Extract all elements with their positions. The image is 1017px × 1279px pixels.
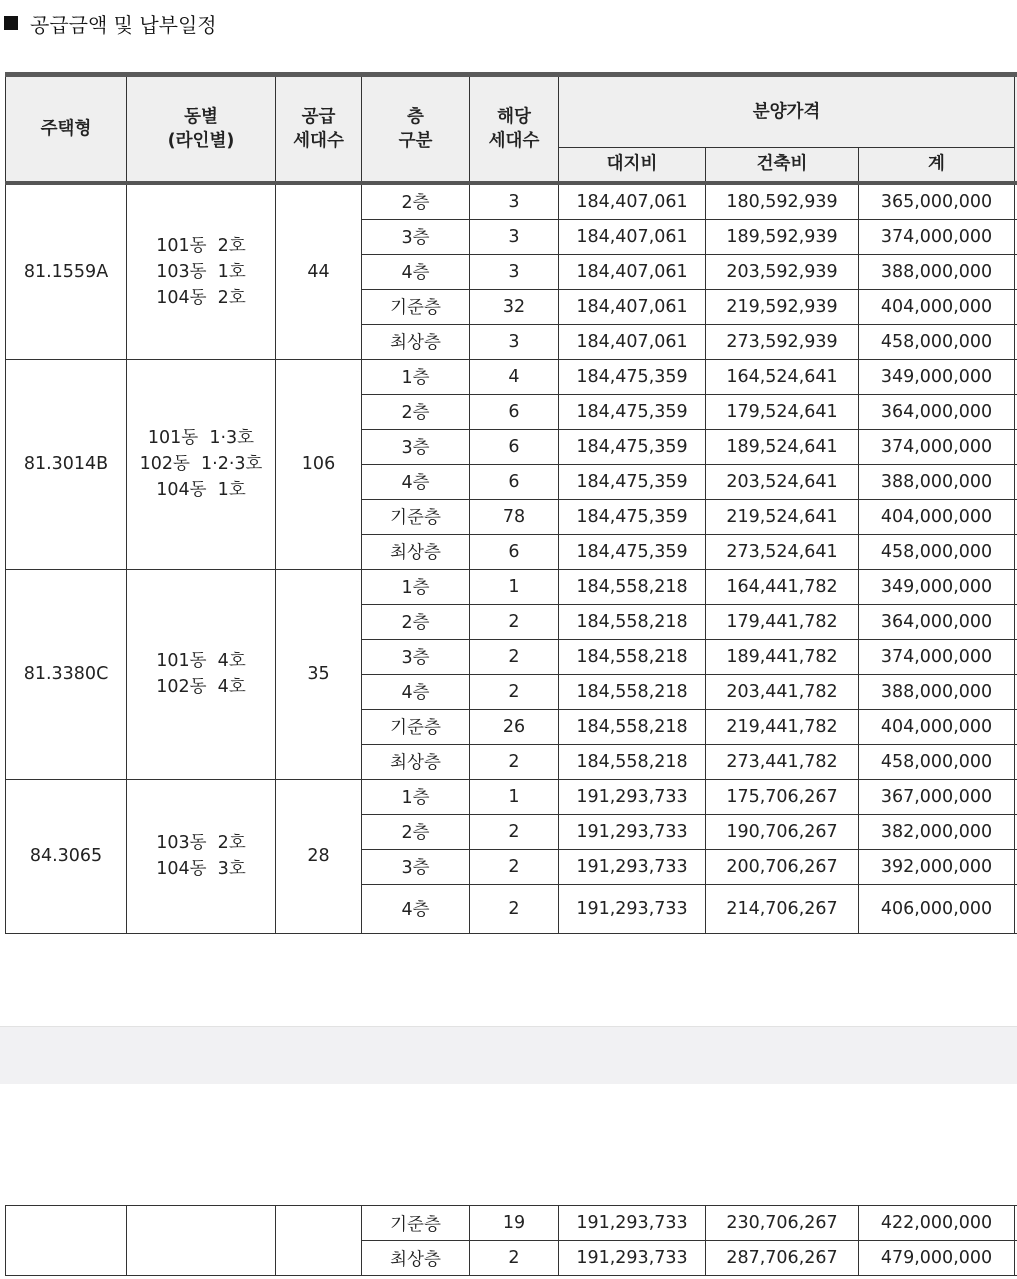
total-price-cell: 458,000,000 (859, 324, 1015, 359)
total-price-cell: 458,000,000 (859, 744, 1015, 779)
land-cost-cell: 191,293,733 (559, 884, 706, 933)
building-cost-cell: 203,441,782 (706, 674, 859, 709)
total-price-cell: 349,000,000 (859, 359, 1015, 394)
header-total: 계 (859, 148, 1015, 183)
table-row (6, 359, 1017, 394)
land-cost-cell: 184,558,218 (559, 709, 706, 744)
land-cost-cell: 191,293,733 (559, 1206, 706, 1241)
building-cost-cell: 287,706,267 (706, 1241, 859, 1276)
table-row (6, 183, 1017, 220)
land-cost-cell: 184,558,218 (559, 674, 706, 709)
supply-units-cell: 35 (276, 569, 362, 779)
header-housing-type: 주택형 (6, 75, 127, 183)
matching-units-cell: 6 (470, 429, 559, 464)
table-row (6, 779, 1017, 814)
table-row (6, 1206, 1017, 1241)
building-cost-cell: 180,592,939 (706, 183, 859, 220)
building-cost-cell: 273,441,782 (706, 744, 859, 779)
building-line-cell (127, 359, 276, 569)
matching-units-cell: 2 (470, 744, 559, 779)
floor-type-cell: 최상층 (362, 534, 470, 569)
table-row (6, 569, 1017, 604)
building-cost-cell: 189,592,939 (706, 219, 859, 254)
building-line-cell (127, 569, 276, 779)
matching-units-cell: 6 (470, 464, 559, 499)
total-price-cell: 382,000,000 (859, 814, 1015, 849)
building-cost-cell: 189,441,782 (706, 639, 859, 674)
floor-type-cell: 1층 (362, 569, 470, 604)
building-cost-cell: 219,592,939 (706, 289, 859, 324)
table-body (6, 183, 1017, 934)
header-building-cost: 건축비 (706, 148, 859, 183)
housing-type-cell (6, 1206, 127, 1276)
housing-type-cell: 81.1559A (6, 183, 127, 360)
matching-units-cell: 3 (470, 183, 559, 220)
land-cost-cell: 184,407,061 (559, 324, 706, 359)
continuation-table (5, 1205, 1017, 1276)
total-price-cell: 349,000,000 (859, 569, 1015, 604)
floor-type-cell: 3층 (362, 639, 470, 674)
building-line-text: 104동 2호 (156, 287, 246, 308)
header-supply-units: 공급 세대수 (276, 75, 362, 183)
matching-units-cell: 2 (470, 884, 559, 933)
floor-type-cell: 1층 (362, 779, 470, 814)
total-price-cell: 404,000,000 (859, 289, 1015, 324)
total-price-cell: 374,000,000 (859, 429, 1015, 464)
building-line-text: 101동 2호 (156, 235, 246, 256)
building-cost-cell: 203,592,939 (706, 254, 859, 289)
floor-type-cell: 최상층 (362, 744, 470, 779)
building-cost-cell: 164,441,782 (706, 569, 859, 604)
land-cost-cell: 191,293,733 (559, 814, 706, 849)
matching-units-cell: 2 (470, 674, 559, 709)
total-price-cell: 365,000,000 (859, 183, 1015, 220)
land-cost-cell: 184,407,061 (559, 183, 706, 220)
building-line-text: 103동 1호 (156, 261, 246, 282)
land-cost-cell: 184,475,359 (559, 464, 706, 499)
matching-units-cell: 1 (470, 779, 559, 814)
land-cost-cell: 191,293,733 (559, 1241, 706, 1276)
floor-type-cell: 3층 (362, 219, 470, 254)
land-cost-cell: 184,558,218 (559, 744, 706, 779)
matching-units-cell: 2 (470, 639, 559, 674)
total-price-cell: 404,000,000 (859, 709, 1015, 744)
total-price-cell: 367,000,000 (859, 779, 1015, 814)
floor-type-cell: 최상층 (362, 1241, 470, 1276)
total-price-cell: 388,000,000 (859, 674, 1015, 709)
matching-units-cell: 3 (470, 219, 559, 254)
matching-units-cell: 78 (470, 499, 559, 534)
building-line-text: 102동 1·2·3호 (139, 454, 263, 474)
floor-type-cell: 기준층 (362, 289, 470, 324)
supply-price-table (5, 72, 1017, 934)
floor-type-cell: 기준층 (362, 709, 470, 744)
land-cost-cell: 184,475,359 (559, 359, 706, 394)
supply-units-cell: 106 (276, 359, 362, 569)
land-cost-cell: 191,293,733 (559, 849, 706, 884)
total-price-cell: 392,000,000 (859, 849, 1015, 884)
total-price-cell: 422,000,000 (859, 1206, 1015, 1241)
matching-units-cell: 1 (470, 569, 559, 604)
total-price-cell: 364,000,000 (859, 394, 1015, 429)
land-cost-cell: 184,475,359 (559, 429, 706, 464)
total-price-cell: 479,000,000 (859, 1241, 1015, 1276)
housing-type-cell: 81.3380C (6, 569, 127, 779)
matching-units-cell: 6 (470, 394, 559, 429)
building-line-cell (127, 1206, 276, 1276)
header-land-cost: 대지비 (559, 148, 706, 183)
floor-type-cell: 2층 (362, 183, 470, 220)
matching-units-cell: 3 (470, 324, 559, 359)
floor-type-cell: 4층 (362, 884, 470, 933)
matching-units-cell: 26 (470, 709, 559, 744)
matching-units-cell: 2 (470, 604, 559, 639)
housing-type-cell: 81.3014B (6, 359, 127, 569)
land-cost-cell: 184,475,359 (559, 394, 706, 429)
total-price-cell: 388,000,000 (859, 254, 1015, 289)
building-cost-cell: 179,524,641 (706, 394, 859, 429)
building-cost-cell: 203,524,641 (706, 464, 859, 499)
land-cost-cell: 184,558,218 (559, 639, 706, 674)
section-title-text: 공급금액 및 납부일정 (30, 12, 217, 37)
total-price-cell: 406,000,000 (859, 884, 1015, 933)
total-price-cell: 388,000,000 (859, 464, 1015, 499)
matching-units-cell: 6 (470, 534, 559, 569)
land-cost-cell: 184,475,359 (559, 534, 706, 569)
building-line-cell (127, 183, 276, 360)
total-price-cell: 364,000,000 (859, 604, 1015, 639)
matching-units-cell: 19 (470, 1206, 559, 1241)
building-line-text: 104동 3호 (156, 859, 246, 879)
building-cost-cell: 200,706,267 (706, 849, 859, 884)
housing-type-cell: 84.3065 (6, 779, 127, 933)
floor-type-cell: 2층 (362, 394, 470, 429)
page-break-band (0, 1026, 1017, 1084)
land-cost-cell: 184,407,061 (559, 219, 706, 254)
building-cost-cell: 273,524,641 (706, 534, 859, 569)
floor-type-cell: 최상층 (362, 324, 470, 359)
total-price-cell: 374,000,000 (859, 639, 1015, 674)
building-cost-cell: 175,706,267 (706, 779, 859, 814)
building-cost-cell: 179,441,782 (706, 604, 859, 639)
land-cost-cell: 184,407,061 (559, 254, 706, 289)
supply-units-cell: 44 (276, 183, 362, 360)
matching-units-cell: 3 (470, 254, 559, 289)
floor-type-cell: 2층 (362, 814, 470, 849)
continuation-body (6, 1206, 1017, 1276)
land-cost-cell: 184,558,218 (559, 604, 706, 639)
land-cost-cell: 184,475,359 (559, 499, 706, 534)
matching-units-cell: 2 (470, 814, 559, 849)
matching-units-cell: 32 (470, 289, 559, 324)
matching-units-cell: 2 (470, 1241, 559, 1276)
building-line-text: 102동 4호 (156, 677, 246, 697)
matching-units-cell: 2 (470, 849, 559, 884)
floor-type-cell: 2층 (362, 604, 470, 639)
header-floor-type: 층 구분 (362, 75, 470, 183)
square-bullet-icon (4, 16, 18, 30)
matching-units-cell: 4 (470, 359, 559, 394)
building-line-text: 104동 1호 (156, 480, 246, 500)
header-building-line: 동별 (라인별) (127, 75, 276, 183)
floor-type-cell: 4층 (362, 674, 470, 709)
floor-type-cell: 기준층 (362, 1206, 470, 1241)
building-line-text: 103동 2호 (156, 833, 246, 853)
building-cost-cell: 273,592,939 (706, 324, 859, 359)
header-sale-price: 분양가격 (559, 75, 1015, 148)
building-cost-cell: 164,524,641 (706, 359, 859, 394)
header-matching-units: 해당 세대수 (470, 75, 559, 183)
floor-type-cell: 1층 (362, 359, 470, 394)
building-cost-cell: 189,524,641 (706, 429, 859, 464)
land-cost-cell: 184,407,061 (559, 289, 706, 324)
land-cost-cell: 191,293,733 (559, 779, 706, 814)
total-price-cell: 404,000,000 (859, 499, 1015, 534)
building-line-text: 101동 4호 (156, 651, 246, 671)
building-cost-cell: 230,706,267 (706, 1206, 859, 1241)
floor-type-cell: 기준층 (362, 499, 470, 534)
building-cost-cell: 219,524,641 (706, 499, 859, 534)
building-cost-cell: 219,441,782 (706, 709, 859, 744)
floor-type-cell: 3층 (362, 429, 470, 464)
building-cost-cell: 214,706,267 (706, 884, 859, 933)
floor-type-cell: 3층 (362, 849, 470, 884)
supply-units-cell (276, 1206, 362, 1276)
building-line-cell (127, 779, 276, 933)
building-cost-cell: 190,706,267 (706, 814, 859, 849)
building-line-text: 101동 1·3호 (147, 428, 255, 448)
total-price-cell: 374,000,000 (859, 219, 1015, 254)
total-price-cell: 458,000,000 (859, 534, 1015, 569)
land-cost-cell: 184,558,218 (559, 569, 706, 604)
section-title (4, 6, 217, 40)
supply-units-cell: 28 (276, 779, 362, 933)
floor-type-cell: 4층 (362, 464, 470, 499)
floor-type-cell: 4층 (362, 254, 470, 289)
